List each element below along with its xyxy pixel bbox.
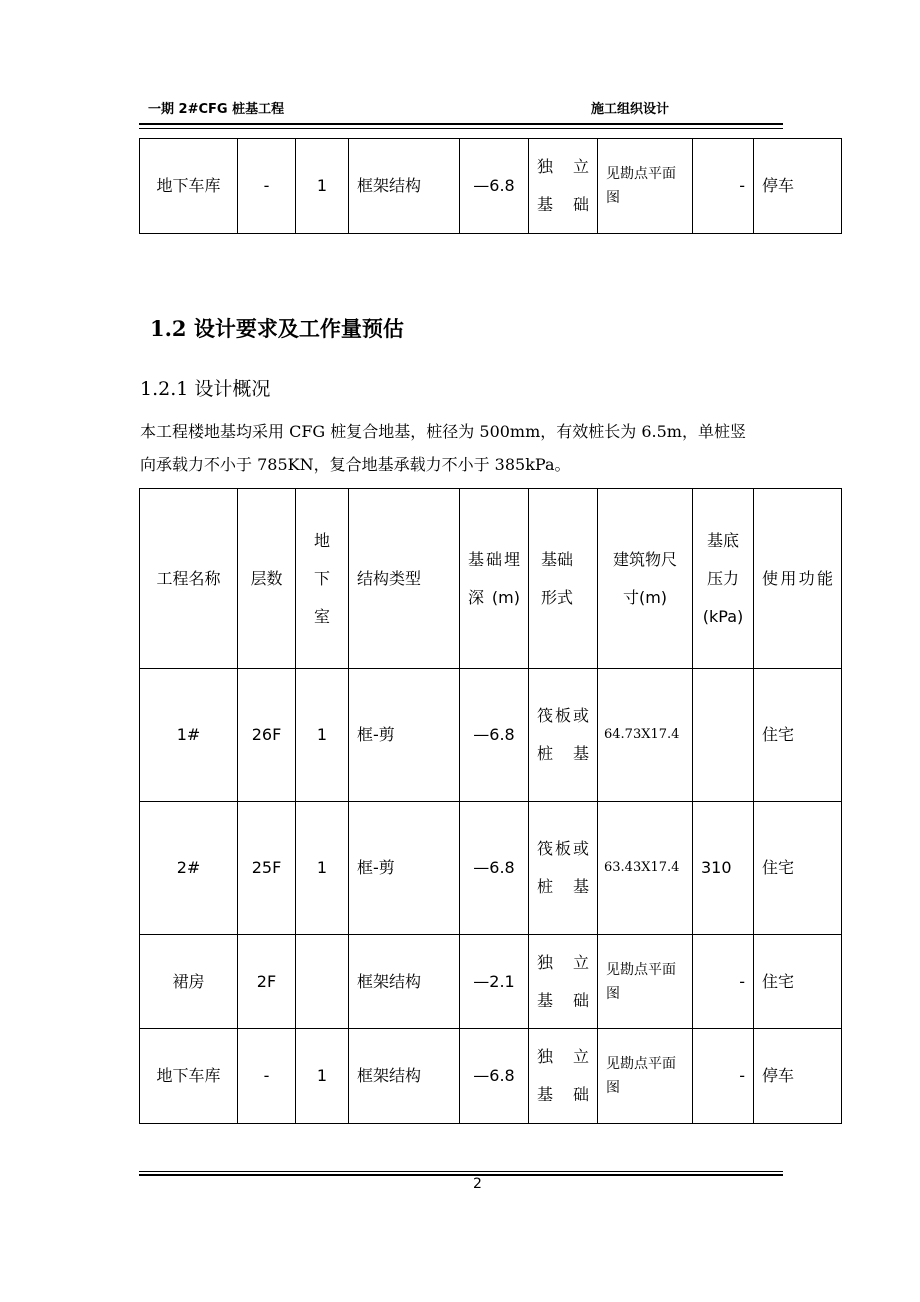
cell-pressure: - bbox=[693, 1029, 754, 1124]
cell-depth: —6.8 bbox=[460, 669, 529, 802]
footer-rule-thin bbox=[139, 1171, 783, 1172]
cell-usage: 停车 bbox=[754, 139, 842, 234]
cell-structure: 框-剪 bbox=[349, 669, 460, 802]
cell-floors: 26F bbox=[238, 669, 296, 802]
cell-structure: 框-剪 bbox=[349, 802, 460, 935]
cell-depth: —6.8 bbox=[460, 1029, 529, 1124]
cell-pressure: - bbox=[693, 139, 754, 234]
header-cell: 基础埋深(m) bbox=[460, 489, 529, 669]
table-row bbox=[140, 669, 842, 802]
cell-usage: 停车 bbox=[754, 1029, 842, 1124]
cell-basement: 1 bbox=[296, 139, 349, 234]
header-cell: 建筑物尺寸(m) bbox=[598, 489, 693, 669]
paragraph-line-2: 向承载力不小于 785KN，复合地基承载力不小于 385kPa。 bbox=[140, 455, 571, 474]
cell-name: 地下车库 bbox=[140, 139, 238, 234]
cell-basement: 1 bbox=[296, 802, 349, 935]
subsection-heading: 1.2.1 设计概况 bbox=[140, 378, 271, 400]
table-row bbox=[140, 139, 842, 234]
header-rule-thick bbox=[139, 123, 783, 125]
cell-usage: 住宅 bbox=[754, 669, 842, 802]
cell-depth: —2.1 bbox=[460, 935, 529, 1029]
cell-foundation: 独 立 基础 bbox=[529, 935, 598, 1029]
section-heading: 1.2 设计要求及工作量预估 bbox=[150, 316, 404, 341]
cell-structure: 框架结构 bbox=[349, 139, 460, 234]
header-cell: 结构类型 bbox=[349, 489, 460, 669]
table-row bbox=[140, 935, 842, 1029]
cell-foundation: 筏板或桩基 bbox=[529, 802, 598, 935]
cell-size: 63.43X17.4 bbox=[598, 802, 693, 935]
header-document-title: 施工组织设计 bbox=[591, 102, 670, 117]
cell-basement: 1 bbox=[296, 1029, 349, 1124]
cell-size: 见勘点平面图 bbox=[598, 139, 693, 234]
header-project-title: 一期 2#CFG 桩基工程 bbox=[148, 102, 285, 117]
cell-basement: 1 bbox=[296, 669, 349, 802]
cell-structure: 框架结构 bbox=[349, 935, 460, 1029]
table-row bbox=[140, 802, 842, 935]
cell-pressure: - bbox=[693, 935, 754, 1029]
cell-pressure bbox=[693, 669, 754, 802]
cell-floors: - bbox=[238, 139, 296, 234]
design-table bbox=[139, 488, 842, 1124]
table-header-row bbox=[140, 489, 842, 669]
cell-floors: - bbox=[238, 1029, 296, 1124]
cell-usage: 住宅 bbox=[754, 935, 842, 1029]
table-row bbox=[140, 1029, 842, 1124]
footer-rule-thick bbox=[139, 1174, 783, 1176]
cell-pressure: 310 bbox=[693, 802, 754, 935]
cell-name: 裙房 bbox=[140, 935, 238, 1029]
cell-usage: 住宅 bbox=[754, 802, 842, 935]
cell-structure: 框架结构 bbox=[349, 1029, 460, 1124]
header-cell: 使用功能 bbox=[754, 489, 842, 669]
cell-name: 地下车库 bbox=[140, 1029, 238, 1124]
cell-depth: —6.8 bbox=[460, 802, 529, 935]
cell-size: 64.73X17.4 bbox=[598, 669, 693, 802]
page-number: 2 bbox=[473, 1176, 482, 1192]
paragraph-line-1: 本工程楼地基均采用 CFG 桩复合地基，桩径为 500mm，有效桩长为 6.5m，单桩竖 bbox=[140, 422, 746, 441]
header-cell: 工程名称 bbox=[140, 489, 238, 669]
header-cell: 基底压力(kPa) bbox=[693, 489, 754, 669]
cell-name: 2# bbox=[140, 802, 238, 935]
cell-foundation: 独 立 基础 bbox=[529, 139, 598, 234]
continued-table bbox=[139, 138, 842, 234]
cell-floors: 25F bbox=[238, 802, 296, 935]
cell-floors: 2F bbox=[238, 935, 296, 1029]
cell-foundation: 独 立 基础 bbox=[529, 1029, 598, 1124]
header-rule-thin bbox=[139, 128, 783, 129]
header-cell: 基础形式 bbox=[529, 489, 598, 669]
cell-foundation: 筏板或桩基 bbox=[529, 669, 598, 802]
cell-size: 见勘点平面图 bbox=[598, 1029, 693, 1124]
header-cell: 层数 bbox=[238, 489, 296, 669]
cell-depth: —6.8 bbox=[460, 139, 529, 234]
header-cell: 地下室 bbox=[296, 489, 349, 669]
cell-basement bbox=[296, 935, 349, 1029]
cell-name: 1# bbox=[140, 669, 238, 802]
cell-size: 见勘点平面图 bbox=[598, 935, 693, 1029]
